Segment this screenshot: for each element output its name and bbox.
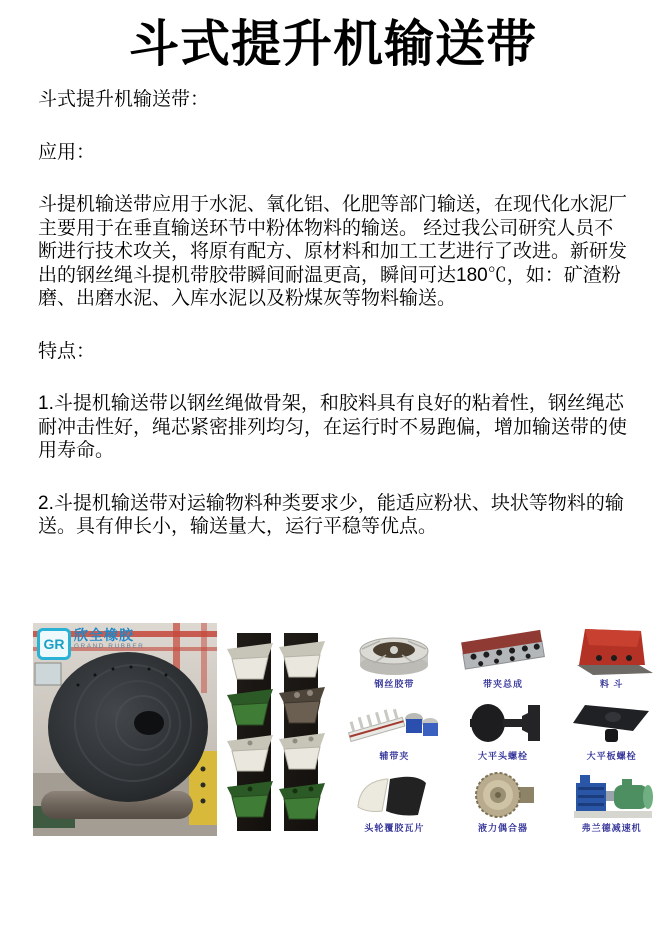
part-flender-reducer — [557, 767, 666, 839]
body-text — [38, 88, 628, 539]
part-hopper — [557, 623, 666, 695]
brand-logo — [37, 628, 144, 660]
feature-paragraph-2: 2.斗提机输送带对运输物料种类要求少，能适应粉状、块状等物料的输送。具有伸长小，输送量大，运行平稳等优点。 — [38, 492, 624, 537]
part-label: 液力偶合器 — [477, 822, 528, 833]
logo-name-en: GRAND RUBBER — [74, 642, 145, 650]
part-label: 钢丝胶带 — [374, 678, 415, 689]
part-clamp-assembly — [449, 623, 558, 695]
flender-reducer-icon — [564, 767, 660, 823]
clamp-assembly-icon — [455, 623, 551, 679]
parts-grid — [340, 623, 666, 839]
fluid-coupling-icon — [458, 767, 548, 823]
part-label: 弗兰德减速机 — [581, 822, 642, 833]
part-aux-belt-clamp — [340, 695, 449, 767]
part-steel-cord-belt — [340, 623, 449, 695]
logo-gr-icon: GR — [37, 628, 71, 660]
part-label: 大平头螺栓 — [477, 750, 528, 761]
flat-head-bolt-icon — [458, 695, 548, 751]
bucket-white — [225, 731, 275, 773]
bucket-white — [277, 637, 327, 679]
part-label: 大平板螺栓 — [586, 750, 637, 761]
steel-cord-belt-icon — [350, 623, 438, 679]
belt-roll-photo — [33, 623, 217, 836]
intro-line: 斗式提升机输送带： — [38, 89, 210, 110]
bucket-white — [277, 729, 327, 771]
section-heading-features: 特点： — [38, 340, 96, 362]
bucket-green — [277, 779, 327, 821]
aux-belt-clamp-icon — [346, 695, 442, 751]
logo-name-cn: 欣全橡胶 — [74, 626, 134, 643]
bucket-green — [225, 777, 275, 819]
bucket-steel — [277, 683, 327, 725]
pulley-lagging-tile-icon — [346, 767, 442, 823]
page-title: 斗式提升机输送带 — [129, 16, 537, 72]
section-heading-application: 应用： — [38, 141, 96, 163]
product-gallery — [0, 623, 666, 848]
part-label: 辅带夹 — [379, 750, 410, 761]
hopper-icon — [567, 623, 657, 679]
bucket-green — [225, 685, 275, 727]
application-paragraph: 斗提机输送带应用于水泥、氧化铝、化肥等部门输送，在现代化水泥厂主要用于在垂直输送环节中粉体物料的输送。 经过我公司研究人员不断进行技术攻关，将原有配方、原材料和加工工艺进行了改进。新研发出的钢丝绳斗提机带胶带瞬间耐温更高，瞬间可达180℃，如：矿渣粉磨、出磨水泥、入库水泥以及粉煤灰等物料输送。 — [38, 194, 628, 309]
part-fluid-coupling — [449, 767, 558, 839]
bucket-white — [225, 639, 275, 681]
part-label: 头轮覆胶瓦片 — [364, 822, 425, 833]
bucket-display-photo — [227, 633, 333, 831]
feature-paragraph-1: 1.斗提机输送带以钢丝绳做骨架，和胶料具有良好的粘着性，钢丝绳芯耐冲击性好，绳芯紧密排列均匀，在运行时不易跑偏，增加输送带的使用寿命。 — [38, 393, 628, 461]
part-label: 带夹总成 — [482, 678, 523, 689]
flat-plate-bolt-icon — [567, 695, 657, 751]
part-flat-head-bolt — [449, 695, 558, 767]
part-label: 料 斗 — [599, 678, 624, 689]
part-flat-plate-bolt — [557, 695, 666, 767]
part-pulley-lagging-tile — [340, 767, 449, 839]
